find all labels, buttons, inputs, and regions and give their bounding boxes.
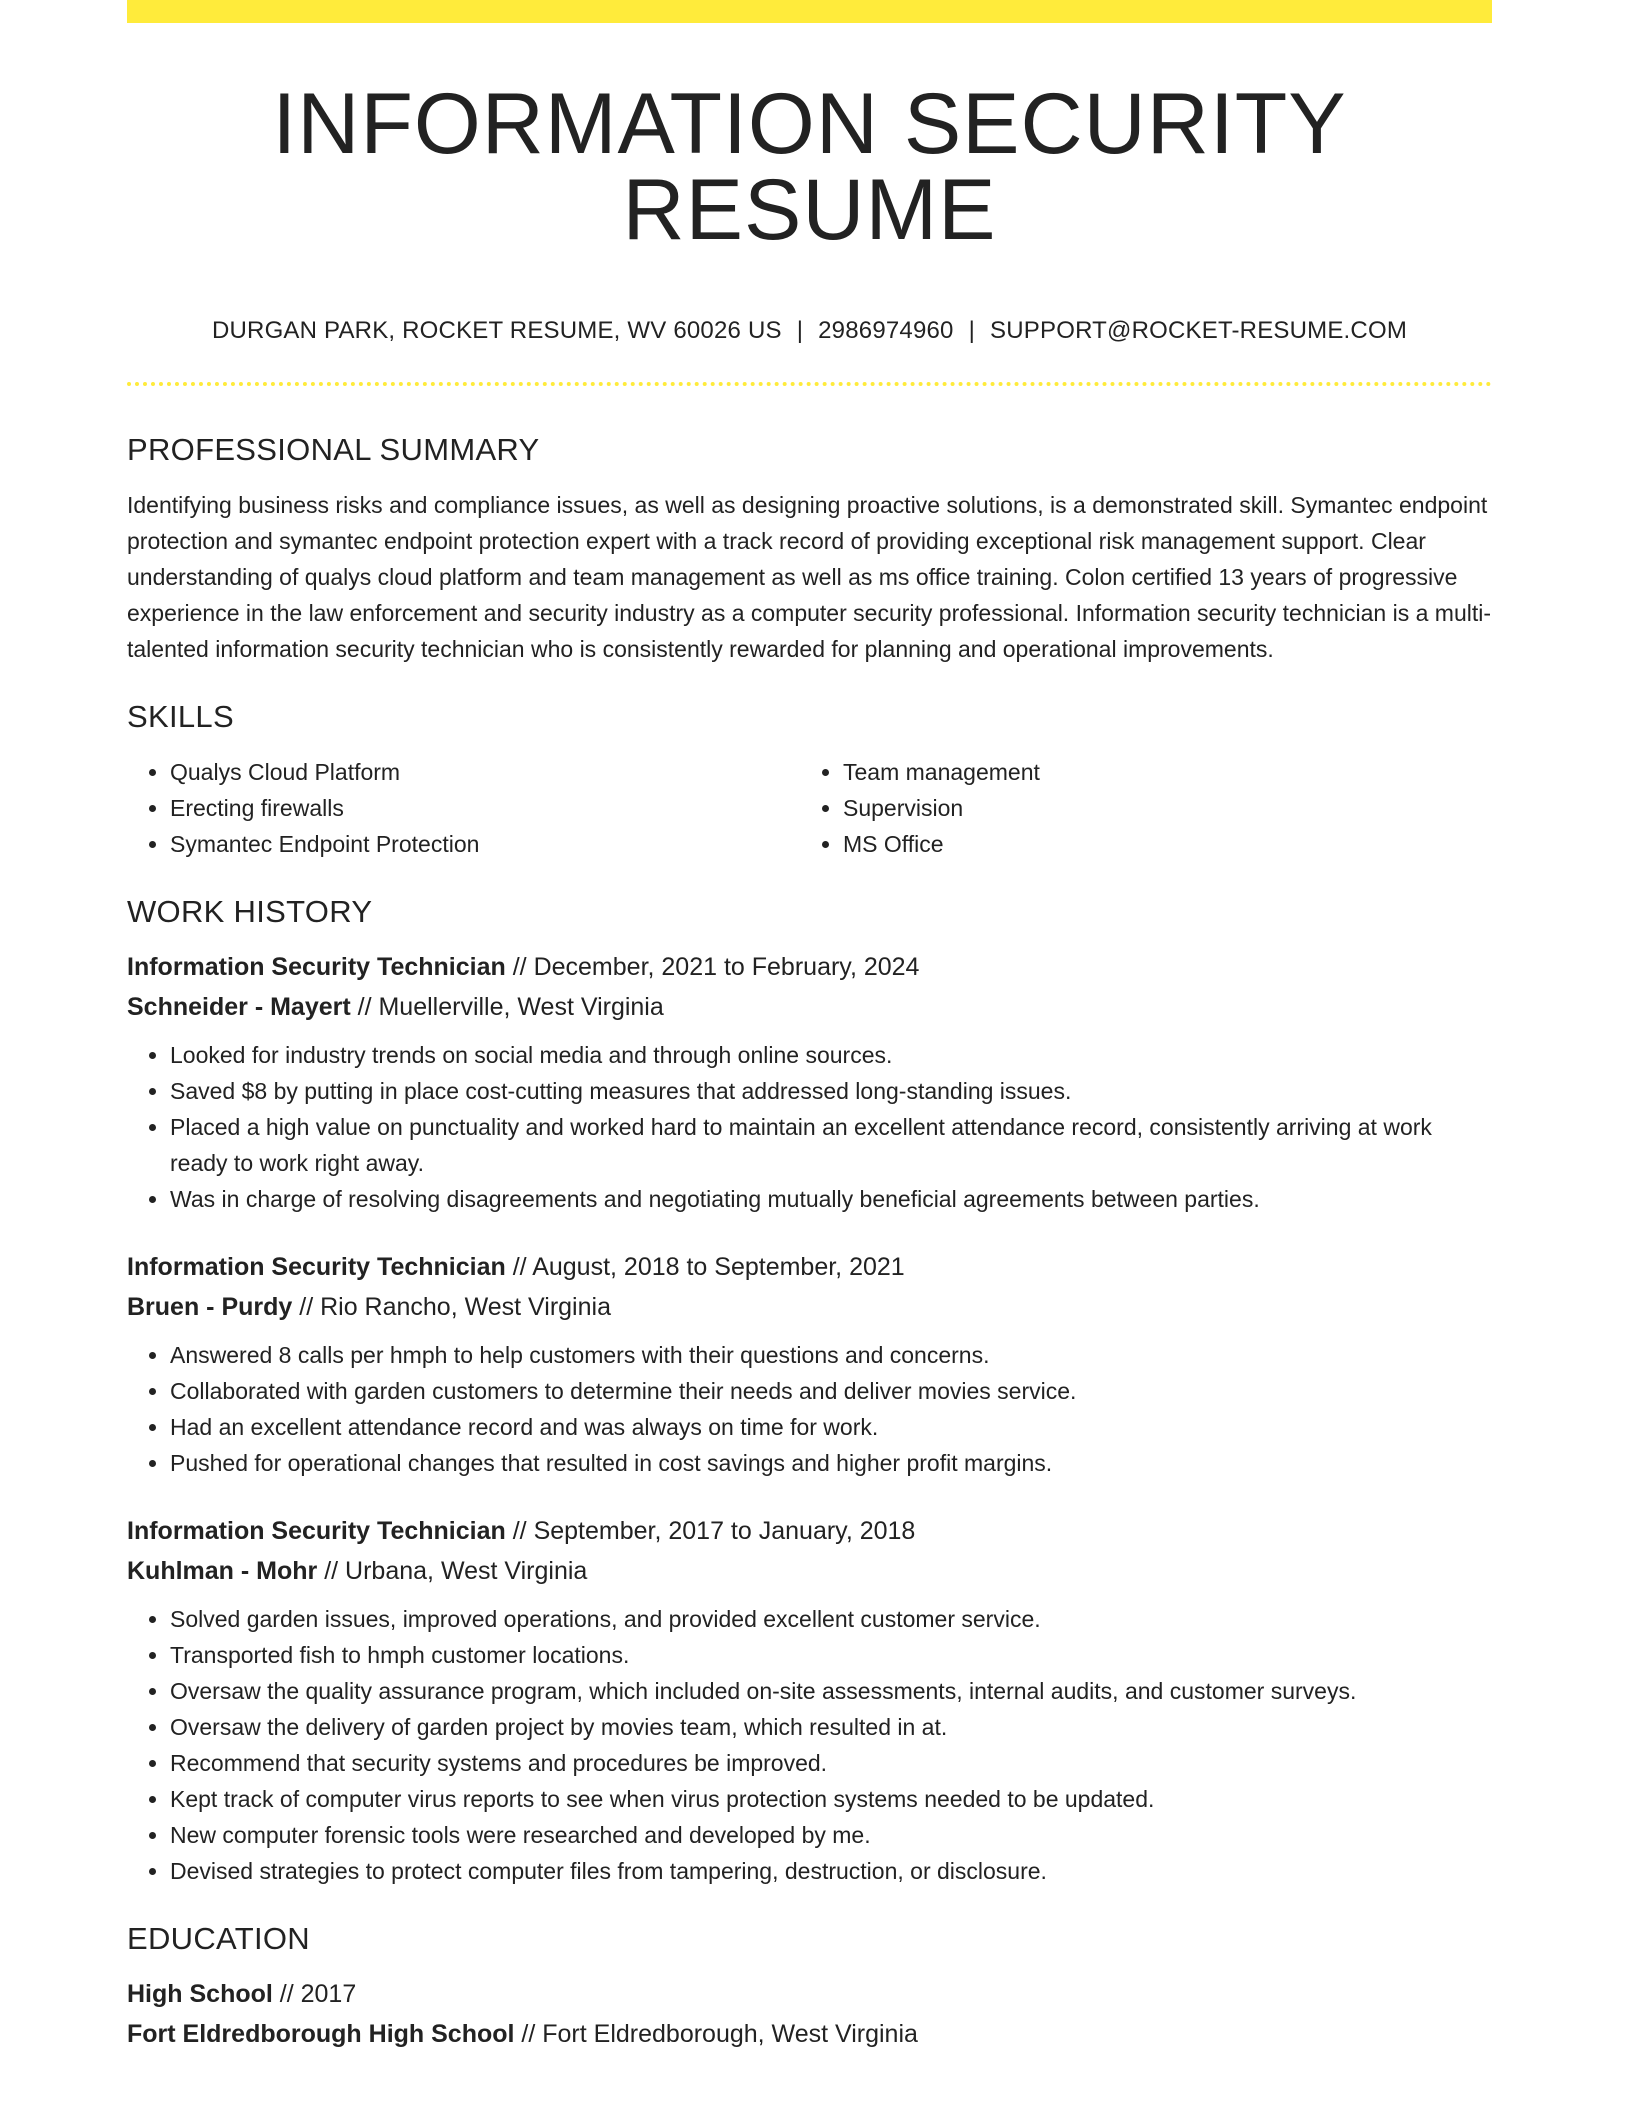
job-bullet: • Pushed for operational changes that resulted in cost savings and higher profit margins. bbox=[170, 1445, 1492, 1481]
job-bullet: • Oversaw the quality assurance program, which included on-site assessments, internal audits, and customer surveys. bbox=[170, 1673, 1492, 1709]
job-bullets bbox=[127, 1601, 1492, 1889]
job-bullet: • Transported fish to hmph customer locations. bbox=[170, 1637, 1492, 1673]
job-bullet: • Solved garden issues, improved operations, and provided excellent customer service. bbox=[170, 1601, 1492, 1637]
resume-page bbox=[127, 0, 1492, 2054]
job-company: Schneider - Mayert bbox=[127, 993, 351, 1021]
skills-columns bbox=[127, 754, 1492, 862]
education-year: // 2017 bbox=[279, 1980, 357, 2008]
job-bullet: • Saved $8 by putting in place cost-cutting measures that addressed long-standing issues. bbox=[170, 1073, 1492, 1109]
summary-text: Identifying business risks and compliance issues, as well as designing proactive solutions, is a demonstrated skill. Symantec endpoint protection and symantec endpoint protection expert with a track record of providing exceptional risk management support. Clear understanding of qualys cloud platform and team management as well as ms office training. Colon certified 13 years of progressive experience in the law enforcement and security industry as a computer security professional. Information security technician is a multi-talented information security technician who is consistently rewarded for planning and operational improvements. bbox=[127, 492, 1492, 662]
skills-heading: SKILLS bbox=[127, 699, 234, 734]
education-entry bbox=[127, 1974, 1492, 2054]
job-entry bbox=[127, 947, 1492, 1217]
job-bullets bbox=[127, 1037, 1492, 1217]
contact-address: DURGAN PARK, ROCKET RESUME, WV 60026 US bbox=[211, 317, 782, 344]
job-title-line bbox=[127, 947, 1492, 987]
job-dates: // December, 2021 to February, 2024 bbox=[512, 953, 920, 981]
skill-item: • Symantec Endpoint Protection bbox=[170, 826, 800, 862]
job-company: Bruen - Purdy bbox=[127, 1293, 293, 1321]
job-title: Information Security Technician bbox=[127, 1253, 506, 1281]
job-company-line bbox=[127, 1287, 1492, 1327]
job-bullet: • Collaborated with garden customers to determine their needs and deliver movies service. bbox=[170, 1373, 1492, 1409]
job-company: Kuhlman - Mohr bbox=[127, 1557, 318, 1585]
job-title: Information Security Technician bbox=[127, 953, 506, 981]
job-location: // Urbana, West Virginia bbox=[324, 1557, 588, 1585]
contact-phone: 2986974960 bbox=[818, 317, 954, 344]
job-dates: // September, 2017 to January, 2018 bbox=[512, 1517, 916, 1545]
job-location: // Muellerville, West Virginia bbox=[357, 993, 664, 1021]
education-degree: High School bbox=[127, 1980, 273, 2008]
work-history-section bbox=[127, 896, 1492, 1889]
education-location: // Fort Eldredborough, West Virginia bbox=[521, 2020, 918, 2048]
job-bullets bbox=[127, 1337, 1492, 1481]
job-company-line bbox=[127, 1551, 1492, 1591]
resume-title: INFORMATION SECURITY RESUME bbox=[272, 76, 1347, 258]
job-bullet: • Had an excellent attendance record and was always on time for work. bbox=[170, 1409, 1492, 1445]
education-heading: EDUCATION bbox=[127, 1921, 310, 1956]
job-bullet: • Looked for industry trends on social media and through online sources. bbox=[170, 1037, 1492, 1073]
skills-list-right bbox=[800, 754, 1473, 862]
job-bullet: • Devised strategies to protect computer files from tampering, destruction, or disclosure. bbox=[170, 1853, 1492, 1889]
education-school-line bbox=[127, 2014, 1492, 2054]
job-title-line bbox=[127, 1511, 1492, 1551]
job-entry bbox=[127, 1511, 1492, 1889]
education-school: Fort Eldredborough High School bbox=[127, 2020, 515, 2048]
skill-item: • MS Office bbox=[843, 826, 1473, 862]
job-title: Information Security Technician bbox=[127, 1517, 506, 1545]
top-accent-bar bbox=[127, 0, 1492, 23]
work-history-heading: WORK HISTORY bbox=[127, 894, 373, 929]
summary-heading: PROFESSIONAL SUMMARY bbox=[127, 432, 540, 467]
skills-section bbox=[127, 701, 1492, 862]
skill-item: • Team management bbox=[843, 754, 1473, 790]
contact-separator: | bbox=[968, 317, 976, 344]
summary-section bbox=[127, 434, 1492, 667]
job-location: // Rio Rancho, West Virginia bbox=[299, 1293, 611, 1321]
job-bullet: • Placed a high value on punctuality and worked hard to maintain an excellent attendance record, consistently arriving at work ready to work right away. bbox=[170, 1109, 1492, 1181]
contact-line bbox=[127, 319, 1492, 343]
education-degree-line bbox=[127, 1974, 1492, 2014]
job-dates: // August, 2018 to September, 2021 bbox=[512, 1253, 905, 1281]
skills-list-left bbox=[127, 754, 800, 862]
education-section bbox=[127, 1923, 1492, 2054]
job-title-line bbox=[127, 1247, 1492, 1287]
skill-item: • Supervision bbox=[843, 790, 1473, 826]
skill-item: • Erecting firewalls bbox=[170, 790, 800, 826]
job-bullet: • Recommend that security systems and procedures be improved. bbox=[170, 1745, 1492, 1781]
job-bullet: • Was in charge of resolving disagreements and negotiating mutually beneficial agreements between parties. bbox=[170, 1181, 1492, 1217]
contact-separator: | bbox=[796, 317, 804, 344]
dotted-divider bbox=[127, 382, 1492, 386]
job-bullet: • Oversaw the delivery of garden project by movies team, which resulted in at. bbox=[170, 1709, 1492, 1745]
skill-item: • Qualys Cloud Platform bbox=[170, 754, 800, 790]
job-bullet: • Kept track of computer virus reports to see when virus protection systems needed to be updated. bbox=[170, 1781, 1492, 1817]
job-bullet: • New computer forensic tools were researched and developed by me. bbox=[170, 1817, 1492, 1853]
job-company-line bbox=[127, 987, 1492, 1027]
contact-email: SUPPORT@ROCKET-RESUME.COM bbox=[990, 317, 1408, 344]
job-entry bbox=[127, 1247, 1492, 1481]
job-bullet: • Answered 8 calls per hmph to help customers with their questions and concerns. bbox=[170, 1337, 1492, 1373]
